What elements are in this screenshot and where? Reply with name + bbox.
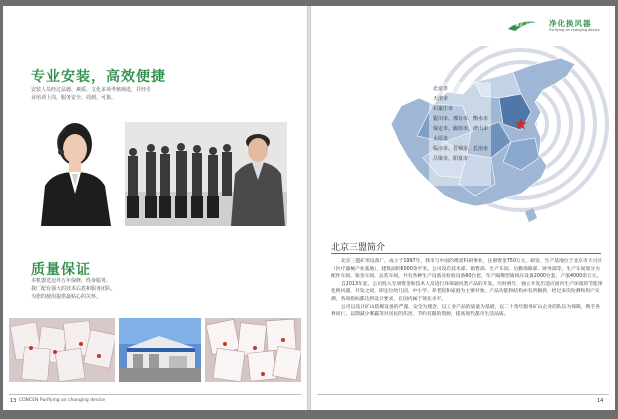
city-label: 北京市 bbox=[433, 86, 449, 92]
city-label: 天津市 bbox=[433, 96, 449, 102]
china-coverage-map bbox=[371, 46, 615, 236]
intro-body: 北京三盟矿用设备厂，成立于1997年，我市与中国的煤炭科研事业，注册资金750万元，研发、生产基地位于北京市大兴区（医疗器械产业基地），建筑面积6000余平米。公司设有技术部、销售部、生产车间、后勤保障部、财务部等，生产车间划分为配件车间、钣金车间、总装车间，共有各种生产设备及检验设备60台套，年产隔爆型离线压设备2000台套，产值4000余万元。 自2013年起，公司投入专项资金和技术人员进行环保通风类产品的开发。历时两年，独立开发出适应国内生产环境的节能净化换风器，开发之初，即定位幼儿园、中小学、养老院和家庭为主要对象，产品功能和结构亦有所倾斜，经过多次检测和用户实测，各项指标都达到设计要求，在国内属于领先水平。 公司以设计矿山防爆设备的严谨、安全为理念，以工业产品的质量为基础，以二十余年服务矿山企业的队伍为保障，携手各界同仁，以期减少雾霾等对居民的伤害，节约有限的资源，提高现代都市生活品质。 bbox=[331, 259, 603, 318]
left-page bbox=[3, 6, 307, 410]
city-label: 保定市、廊坊市、唐山市 bbox=[433, 126, 489, 132]
page-number: 13 bbox=[10, 398, 17, 404]
factory-photo bbox=[119, 318, 201, 382]
page-number: 14 bbox=[597, 398, 604, 404]
footer-divider bbox=[317, 394, 609, 395]
right-page bbox=[311, 6, 615, 410]
footer-slogan: CONCEN Purifying an changing device bbox=[19, 398, 105, 403]
install-title: 专业安装，高效便捷 bbox=[31, 69, 166, 85]
certificates-photo-2 bbox=[205, 318, 301, 382]
intro-title: 北京三盟简介 bbox=[331, 243, 386, 253]
certificates-photo bbox=[9, 318, 115, 382]
footer-divider bbox=[9, 394, 301, 395]
brand-logo bbox=[507, 19, 611, 37]
customer-service-photo bbox=[31, 116, 125, 226]
city-label: 银川市、邢台市、衡水市 bbox=[433, 116, 489, 122]
quality-text: 本机器送迈外五年保修，终身服务。 我厂配有强大的技术后盾和服务团队， 为您的使用提供最贴心的关怀。 bbox=[31, 278, 117, 300]
intro-divider bbox=[331, 253, 601, 254]
brand-mark: 康正 CONCEN bbox=[515, 23, 547, 28]
city-label: 临汾市、晋城市、长治市 bbox=[433, 146, 489, 152]
quality-title: 质量保证 bbox=[31, 262, 91, 278]
logo-subtitle: Purifying an changing device bbox=[549, 28, 600, 32]
logo-title: 净化换风器 bbox=[549, 19, 592, 28]
city-label: 吕梁市、阳泉市 bbox=[433, 156, 469, 162]
city-label: 石家庄市 bbox=[433, 106, 454, 112]
install-text: 安装人员经过品德、素质、文化多项考核筛选，并经专 业培训上岗，服务安全、周到、可靠。 bbox=[31, 87, 152, 101]
installation-team-photo bbox=[125, 122, 287, 226]
city-label: 太原市 bbox=[433, 136, 449, 142]
